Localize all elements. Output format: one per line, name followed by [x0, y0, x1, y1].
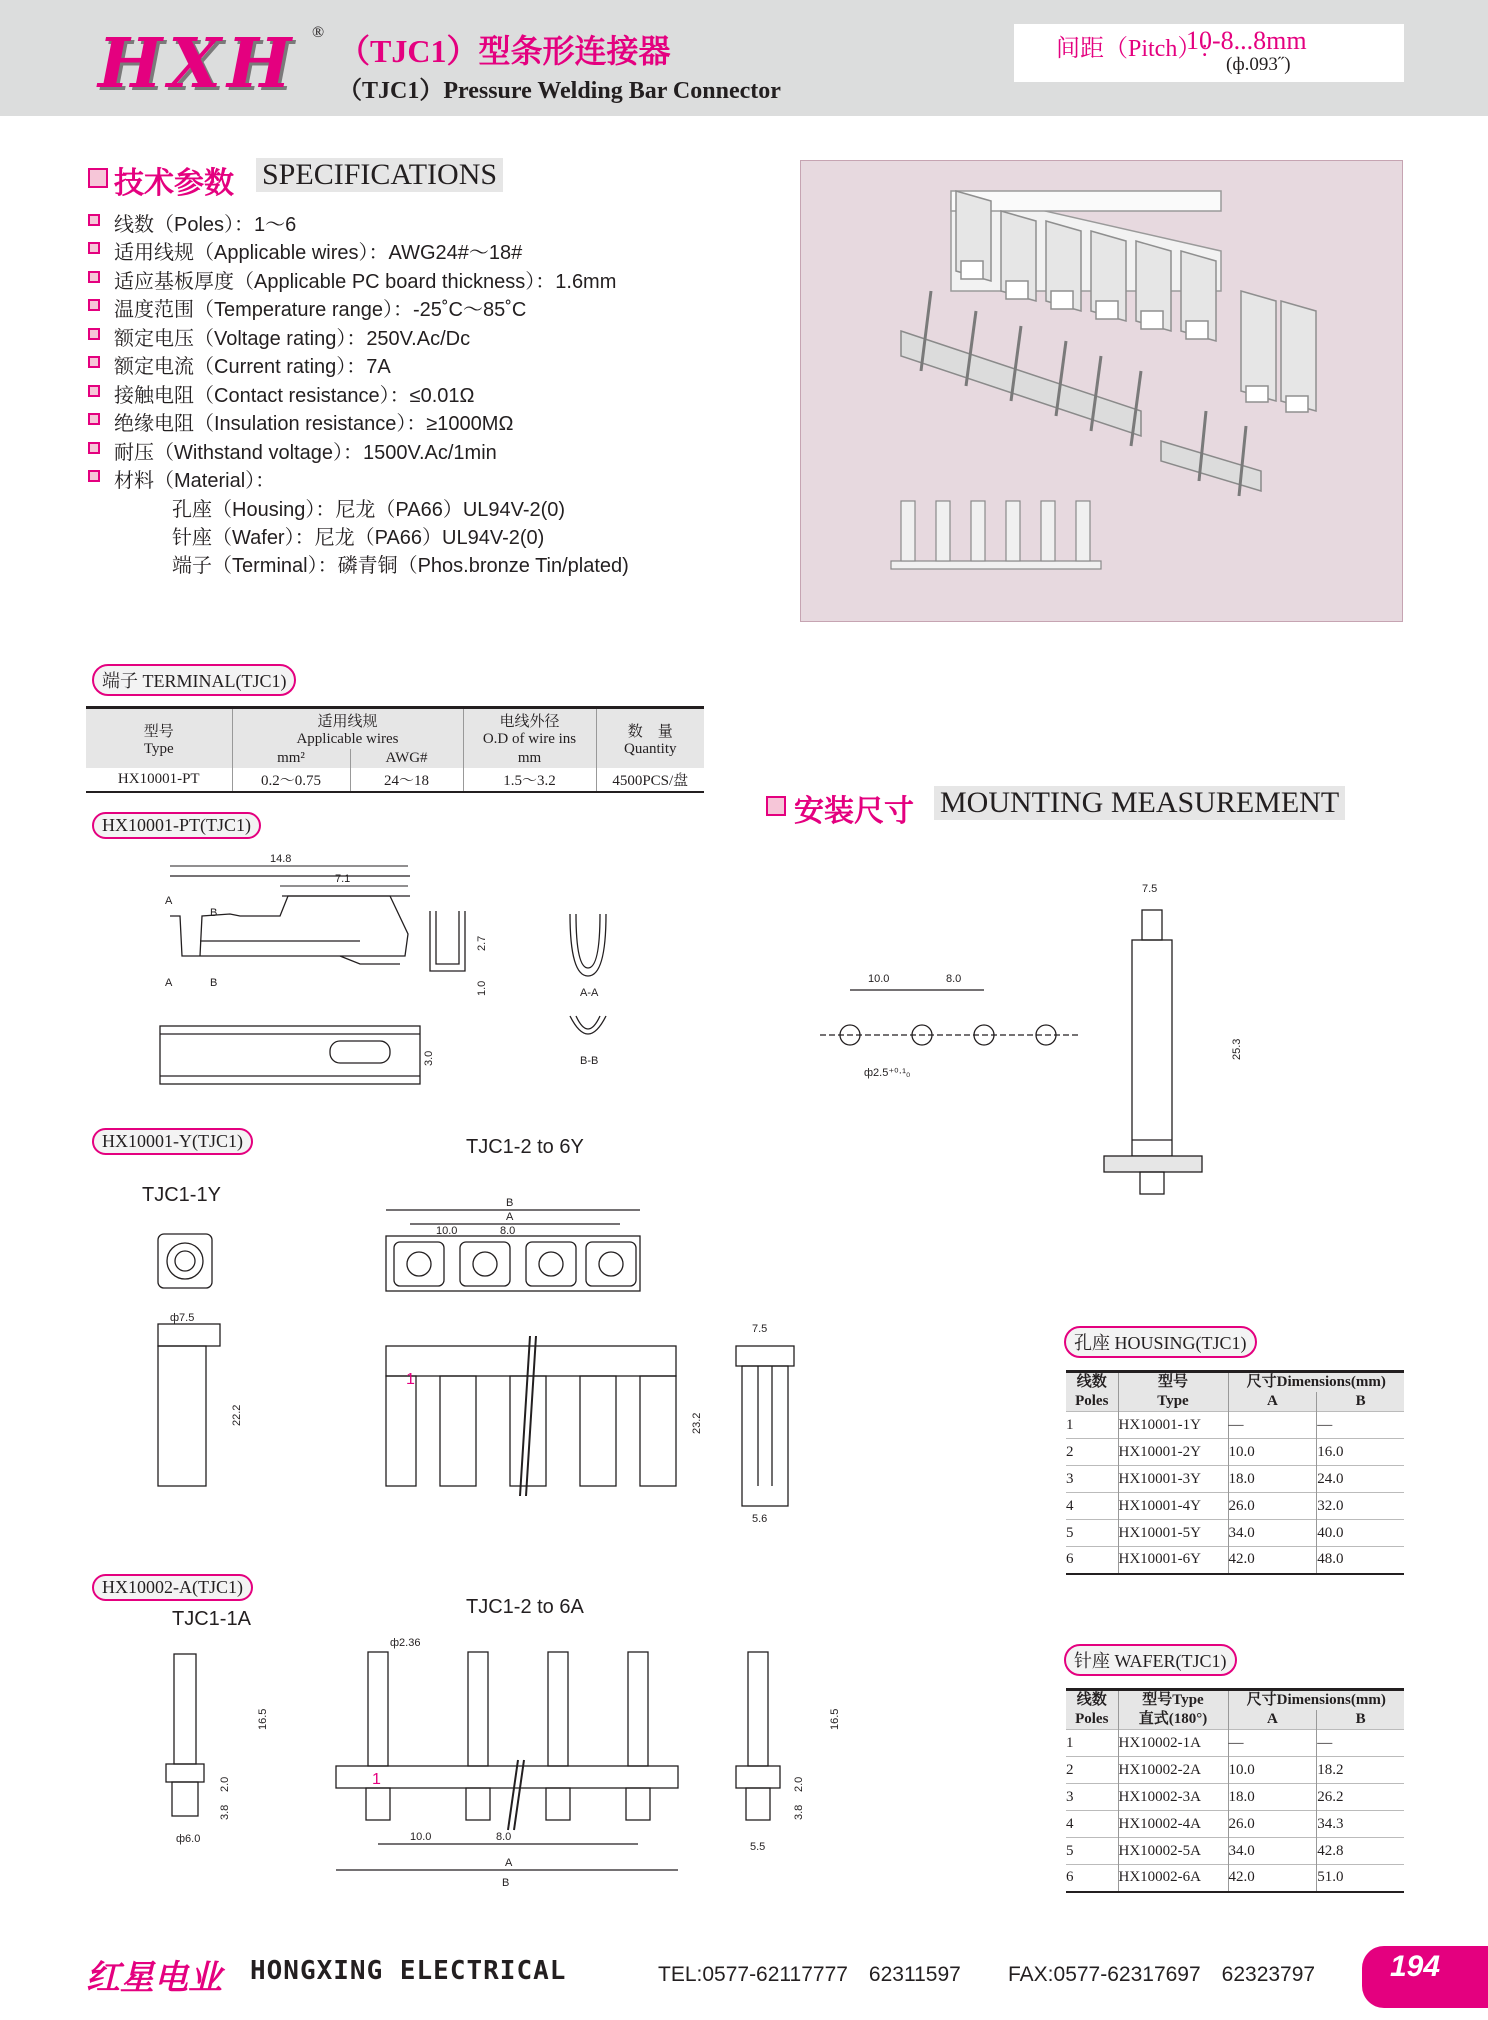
pin1-mark: 1	[372, 1771, 381, 1788]
bullet-icon	[88, 271, 100, 283]
housing-pill: 孔座 HOUSING(TJC1)	[1064, 1326, 1257, 1358]
table-row: 5 HX10002-5A 34.0 42.8	[1066, 1838, 1404, 1865]
hy-dim-22-2: 22.2	[231, 1404, 243, 1426]
title-english: （TJC1）Pressure Welding Bar Connector	[338, 78, 781, 104]
footer-company-cn: 红星电业	[86, 1958, 222, 1998]
mount-dim-25-3: 25.3	[1231, 1038, 1243, 1060]
bullet-icon	[88, 385, 100, 397]
bullet-icon	[88, 214, 100, 226]
bullet-icon	[88, 356, 100, 368]
tjc1-1a-label: TJC1-1A	[172, 1608, 251, 1630]
ha-dim-2: 2.0	[219, 1776, 231, 1792]
ha-dim-16-5b: 16.5	[829, 1708, 841, 1730]
hy-dim-7-5b: 7.5	[752, 1323, 768, 1335]
specs-heading-en: SPECIFICATIONS	[256, 158, 503, 192]
housing-table: 线数 Poles 型号 Type 尺寸Dimensions(mm) A B 1 HX10001-1Y — — 2 HX10001-2Y 10.0 16.0 3 HX10001-3Y 18.0 24.0 4 HX10001-4Y 26.0 32.0 5 HX10001-5Y 34.0 40.0 6 HX10001-6Y 42.0 48.0	[1066, 1370, 1404, 1575]
tjc1-1y-label: TJC1-1Y	[142, 1184, 221, 1206]
pitch-value: 10-8...8mm	[1186, 26, 1307, 55]
th-mm2: mm²	[232, 749, 350, 768]
wafer-table: 线数 Poles 型号Type 尺寸Dimensions(mm) 直式(180°) A B 1 HX10002-1A — — 2 HX10002-2A 10.0 18.2 3 HX10002-3A 18.0 26.2 4 HX10002-4A 26.0 34.3 5 HX10002-5A 34.0 42.8 6 HX10002-6A 42.0 51.0	[1066, 1688, 1404, 1893]
table-row: 2 HX10001-2Y 10.0 16.0	[1066, 1439, 1404, 1466]
th-wires: 适用线规 Applicable wires	[232, 708, 463, 750]
title-chinese: （TJC1）型条形连接器	[338, 33, 671, 69]
ha-dim-5-5: 5.5	[750, 1841, 766, 1853]
wafer-pill: 针座 WAFER(TJC1)	[1064, 1644, 1237, 1676]
mounting-heading-cn: 安装尺寸	[794, 795, 914, 828]
terminal-pill: 端子 TERMINAL(TJC1)	[92, 664, 296, 696]
terminal-drawing	[140, 853, 620, 1096]
ha-dim-3-8: 3.8	[219, 1804, 231, 1820]
ha-dim-10: 10.0	[410, 1831, 432, 1843]
table-row: 5 HX10001-5Y 34.0 40.0	[1066, 1520, 1404, 1547]
specs-heading-cn: 技术参数	[114, 167, 234, 200]
hy-dim-b: B	[506, 1197, 514, 1209]
bullet-icon	[88, 413, 100, 425]
pt-pill: HX10001-PT(TJC1)	[92, 812, 261, 839]
product-photo	[800, 160, 1403, 622]
table-row: 2 HX10002-2A 10.0 18.2	[1066, 1757, 1404, 1784]
table-row: 1 HX10001-1Y — —	[1066, 1412, 1404, 1439]
product-illustration	[801, 161, 1404, 623]
bullet-icon	[88, 242, 100, 254]
hy-dim-10: 10.0	[436, 1225, 458, 1237]
ha-dim-2b: 2.0	[793, 1776, 805, 1792]
mounting-heading-en: MOUNTING MEASUREMENT	[934, 786, 1345, 820]
label-b: B	[210, 907, 218, 919]
mount-dim-7-5: 7.5	[1142, 883, 1158, 895]
table-row: 1 HX10002-1A — —	[1066, 1730, 1404, 1757]
bullet-icon	[88, 470, 100, 482]
mount-dim-8: 8.0	[946, 973, 962, 985]
tjc1-2to6a-label: TJC1-2 to 6A	[466, 1596, 584, 1618]
th-od: 电线外径 O.D of wire ins	[463, 708, 596, 750]
table-row: 6 HX10001-6Y 42.0 48.0	[1066, 1547, 1404, 1574]
tjc1-2to6y-label: TJC1-2 to 6Y	[466, 1136, 584, 1158]
ha-dim-8: 8.0	[496, 1831, 512, 1843]
housing-drawing	[140, 1166, 860, 1566]
footer-fax: FAX:0577-62317697 62323797	[1008, 1963, 1316, 1986]
bullet-icon	[88, 442, 100, 454]
table-row: 4 HX10001-4Y 26.0 32.0	[1066, 1493, 1404, 1520]
material-item: 针座（Wafer）：尼龙（PA66）UL94V-2(0)	[172, 527, 545, 549]
ha-dim-b: B	[502, 1877, 510, 1889]
hy-dim-a: A	[506, 1211, 514, 1223]
ha-dim-3-8b: 3.8	[793, 1804, 805, 1820]
a-pill: HX10002-A(TJC1)	[92, 1574, 253, 1601]
label-b2: B	[210, 977, 218, 989]
ha-dim-16-5: 16.5	[257, 1708, 269, 1730]
hy-dim-8: 8.0	[500, 1225, 516, 1237]
footer-company-en: HONGXING ELECTRICAL	[250, 1956, 567, 1986]
dim-7-1: 7.1	[335, 873, 351, 885]
label-a: A	[165, 895, 173, 907]
pin1-mark: 1	[406, 1371, 415, 1388]
dim-1-0: 1.0	[476, 980, 488, 996]
terminal-table	[86, 706, 704, 793]
bullet-icon	[88, 299, 100, 311]
table-row: 3 HX10002-3A 18.0 26.2	[1066, 1784, 1404, 1811]
material-item: 端子（Terminal）：磷青铜（Phos.bronze Tin/plated)	[172, 555, 629, 577]
section-square-icon	[88, 168, 108, 188]
pitch-sub: (ф.093˝)	[1226, 54, 1291, 75]
brand-logo: HXH	[98, 24, 298, 104]
hy-dim-5-6: 5.6	[752, 1513, 768, 1525]
table-row: 6 HX10002-6A 42.0 51.0	[1066, 1865, 1404, 1892]
label-a2: A	[165, 977, 173, 989]
wafer-drawing	[140, 1620, 860, 1910]
label-bb: B-B	[580, 1055, 599, 1067]
page-number: 194	[1390, 1950, 1441, 1983]
dim-2-7: 2.7	[476, 935, 488, 951]
ha-dim-a: A	[505, 1857, 513, 1869]
footer-tel: TEL:0577-62117777 62311597	[658, 1963, 961, 1986]
table-row: 4 HX10002-4A 26.0 34.3	[1066, 1811, 1404, 1838]
table-row: HX10001-PT 0.2～0.75 24～18 1.5～3.2 4500PCS/盘	[86, 768, 704, 792]
label-aa: A-A	[580, 987, 599, 999]
dim-3-0: 3.0	[423, 1050, 435, 1066]
dim-14-8: 14.8	[270, 853, 292, 865]
hy-dim-7-5: ф7.5	[170, 1312, 195, 1324]
mount-dim-10: 10.0	[868, 973, 890, 985]
mount-dim-hole: ф2.5⁺⁰·¹₀	[864, 1067, 911, 1079]
section-square-icon	[766, 796, 786, 816]
ha-dim-2-36: ф2.36	[390, 1637, 421, 1649]
th-type: 型号 Type	[86, 708, 232, 769]
th-od-unit: mm	[463, 749, 596, 768]
hy-dim-23-2: 23.2	[691, 1412, 703, 1434]
mounting-drawing	[820, 870, 1243, 1190]
th-qty: 数 量 Quantity	[596, 708, 704, 769]
table-row: 3 HX10001-3Y 18.0 24.0	[1066, 1466, 1404, 1493]
pitch-label: 间距（Pitch）:	[1056, 36, 1209, 62]
registered-mark: ®	[312, 24, 325, 41]
ha-dim-6: ф6.0	[176, 1833, 201, 1845]
material-item: 孔座（Housing）：尼龙（PA66）UL94V-2(0)	[172, 499, 566, 521]
bullet-icon	[88, 328, 100, 340]
y-pill: HX10001-Y(TJC1)	[92, 1128, 253, 1155]
th-awg: AWG#	[350, 749, 463, 768]
